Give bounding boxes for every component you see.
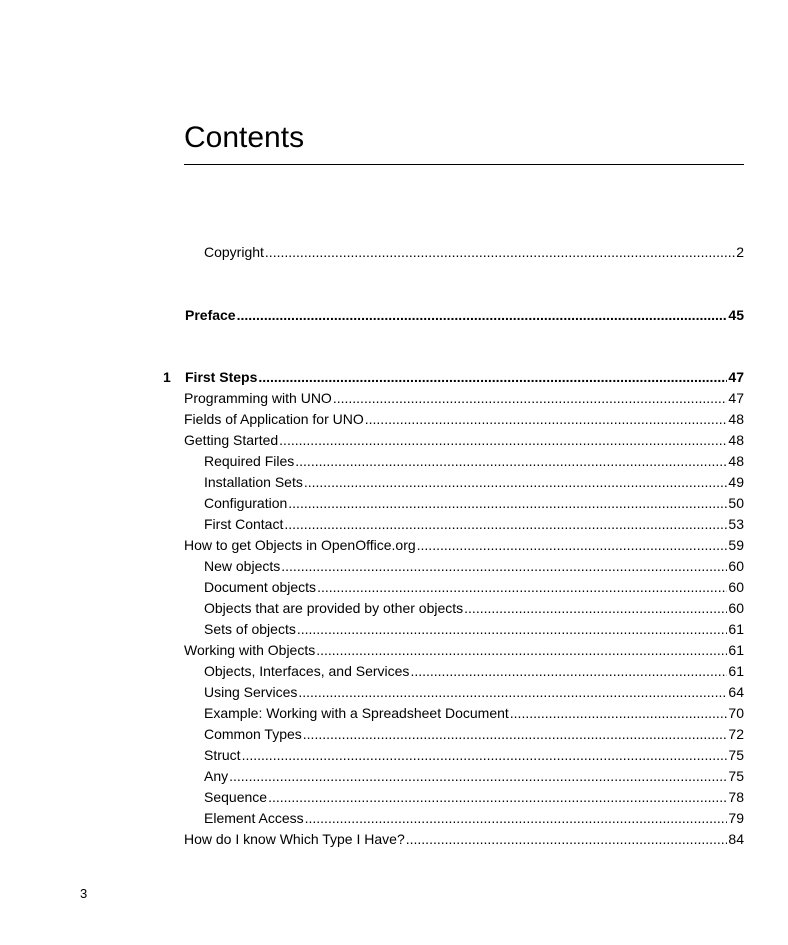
toc-entry[interactable]	[204, 577, 744, 597]
toc-entry[interactable]	[184, 430, 744, 450]
toc-entry-page: 47	[728, 369, 744, 385]
toc-entry[interactable]	[204, 787, 744, 807]
toc-entry-page: 60	[728, 579, 744, 595]
toc-entry-page: 2	[736, 244, 744, 260]
toc-entry-title: New objects	[204, 558, 281, 574]
toc-entry[interactable]	[204, 242, 744, 262]
toc-entry[interactable]	[204, 514, 744, 534]
toc-dot-leader	[229, 766, 727, 786]
toc-entry-page: 60	[728, 558, 744, 574]
toc-entry-page: 61	[728, 621, 744, 637]
toc-entry-title: Document objects	[204, 579, 317, 595]
toc-entry[interactable]	[204, 619, 744, 639]
toc-dot-leader	[304, 472, 728, 492]
toc-entry[interactable]	[184, 829, 744, 849]
toc-entry-page: 64	[728, 684, 744, 700]
toc-entry-page: 72	[728, 726, 744, 742]
toc-entry-page: 59	[728, 537, 744, 553]
toc-entry-title: Element Access	[204, 810, 304, 826]
toc-dot-leader	[237, 305, 728, 325]
toc-entry[interactable]	[204, 493, 744, 513]
toc-entry-title: Getting Started	[184, 432, 279, 448]
toc-dot-leader	[265, 242, 735, 262]
toc-entry-title: Configuration	[204, 495, 288, 511]
toc-entry[interactable]	[204, 682, 744, 702]
toc-entry-page: 78	[728, 789, 744, 805]
toc-dot-leader	[298, 682, 727, 702]
toc-dot-leader	[288, 493, 727, 513]
toc-entry[interactable]	[204, 451, 744, 471]
toc-entry-page: 48	[728, 411, 744, 427]
toc-entry[interactable]	[184, 409, 744, 429]
toc-entry-title: Required Files	[204, 453, 295, 469]
toc-entry-title: Objects that are provided by other objects	[204, 600, 464, 616]
toc-entry[interactable]	[204, 556, 744, 576]
toc-dot-leader	[317, 577, 727, 597]
toc-entry[interactable]	[184, 535, 744, 555]
toc-dot-leader	[464, 598, 727, 618]
toc-entry[interactable]	[185, 367, 744, 387]
toc-entry-title: Working with Objects	[184, 642, 316, 658]
title-divider	[184, 164, 744, 165]
toc-entry-title: Any	[204, 768, 229, 784]
toc-entry-page: 75	[728, 747, 744, 763]
toc-entry-title: Example: Working with a Spreadsheet Document	[204, 705, 509, 721]
toc-entry[interactable]	[184, 388, 744, 408]
toc-dot-leader	[406, 829, 728, 849]
toc-dot-leader	[297, 619, 728, 639]
toc-entry-page: 48	[728, 432, 744, 448]
toc-dot-leader	[258, 367, 727, 387]
toc-entry-title: Objects, Interfaces, and Services	[204, 663, 410, 679]
toc-entry-page: 79	[728, 810, 744, 826]
toc-entry-title: How to get Objects in OpenOffice.org	[184, 537, 416, 553]
toc-dot-leader	[417, 535, 728, 555]
toc-entry-title: Using Services	[204, 684, 298, 700]
toc-entry-page: 61	[728, 642, 744, 658]
toc-dot-leader	[410, 661, 727, 681]
toc-dot-leader	[242, 745, 728, 765]
toc-entry[interactable]	[204, 808, 744, 828]
toc-entry[interactable]	[204, 724, 744, 744]
toc-entry-page: 53	[728, 516, 744, 532]
toc-entry-page: 70	[728, 705, 744, 721]
toc-entry-title: Fields of Application for UNO	[184, 411, 364, 427]
toc-dot-leader	[305, 808, 728, 828]
page-number: 3	[80, 886, 88, 901]
toc-dot-leader	[333, 388, 728, 408]
toc-entry-page: 75	[728, 768, 744, 784]
toc-entry-page: 60	[728, 600, 744, 616]
toc-dot-leader	[303, 724, 728, 744]
chapter-number: 1	[163, 369, 171, 385]
toc-entry-title: Sequence	[204, 789, 268, 805]
toc-entry[interactable]	[185, 305, 744, 325]
toc-dot-leader	[279, 430, 727, 450]
toc-entry-page: 47	[728, 390, 744, 406]
toc-entry-title: Copyright	[204, 244, 264, 260]
toc-entry[interactable]	[204, 472, 744, 492]
toc-entry-title: Preface	[185, 307, 236, 323]
toc-entry[interactable]	[204, 703, 744, 723]
toc-entry-title: Installation Sets	[204, 474, 303, 490]
toc-dot-leader	[281, 556, 727, 576]
toc-entry-title: Sets of objects	[204, 621, 296, 637]
toc-entry-page: 61	[728, 663, 744, 679]
toc-dot-leader	[365, 409, 728, 429]
toc-dot-leader	[295, 451, 727, 471]
toc-entry[interactable]	[204, 766, 744, 786]
page-title: Contents	[184, 121, 305, 154]
toc-entry[interactable]	[204, 598, 744, 618]
toc-entry-page: 84	[728, 831, 744, 847]
toc-entry-title: Struct	[204, 747, 241, 763]
toc-entry-title: First Steps	[185, 369, 258, 385]
toc-dot-leader	[316, 640, 727, 660]
toc-entry[interactable]	[184, 640, 744, 660]
toc-entry-title: Programming with UNO	[184, 390, 332, 406]
toc-entry-page: 50	[728, 495, 744, 511]
toc-entry[interactable]	[204, 661, 744, 681]
toc-entry-page: 45	[728, 307, 744, 323]
toc-entry[interactable]	[204, 745, 744, 765]
toc-dot-leader	[510, 703, 728, 723]
toc-entry-page: 48	[728, 453, 744, 469]
toc-dot-leader	[284, 514, 727, 534]
toc-entry-title: Common Types	[204, 726, 302, 742]
toc-dot-leader	[268, 787, 727, 807]
toc-entry-title: How do I know Which Type I Have?	[184, 831, 405, 847]
toc-entry-page: 49	[728, 474, 744, 490]
toc-entry-title: First Contact	[204, 516, 284, 532]
